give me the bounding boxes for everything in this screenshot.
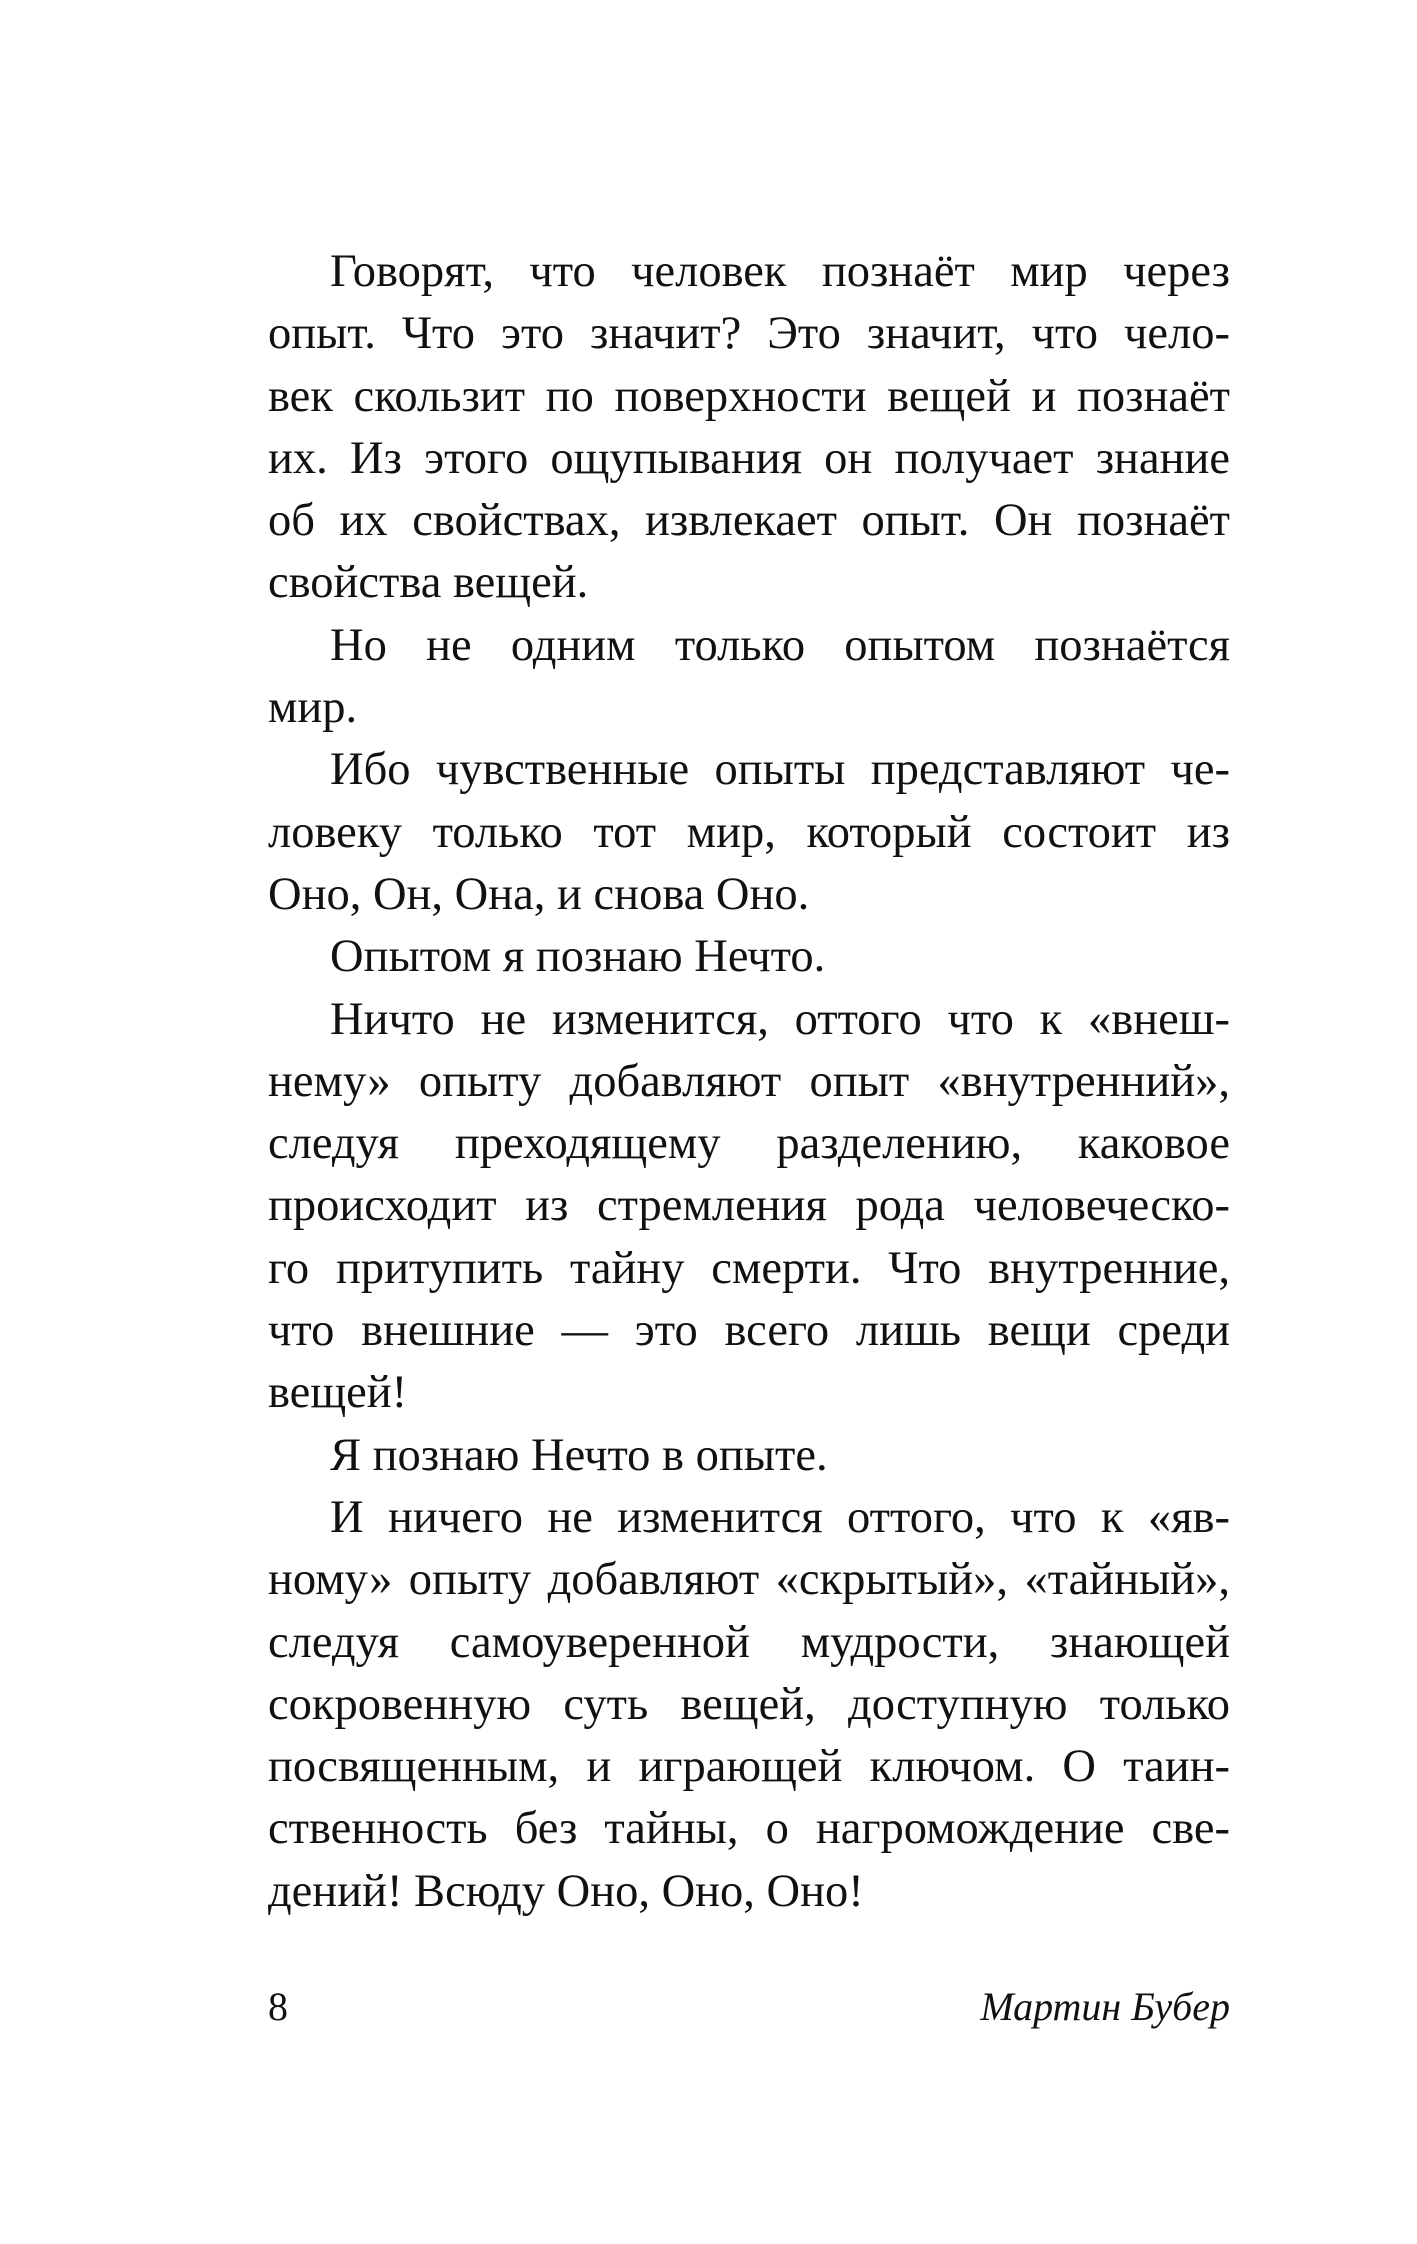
text-line: что внешние — это всего лишь вещи среди (268, 1305, 1230, 1357)
page-number: 8 (268, 1984, 288, 2029)
text-line: дений! Всюду Оно, Оно, Оно! (268, 1865, 864, 1917)
text-line: век скользит по поверхности вещей и познаёт (268, 370, 1230, 422)
text-line: Но не одним только опытом познаётся (330, 619, 1230, 671)
text-line: ственность без тайны, о нагромождение све- (268, 1803, 1230, 1855)
text-line: ловеку только тот мир, который состоит из (268, 806, 1230, 858)
running-header-author: Мартин Бубер (980, 1984, 1230, 2029)
text-line: следуя преходящему разделению, каковое (268, 1118, 1230, 1170)
text-line: И ничего не изменится оттого, что к «яв- (330, 1491, 1230, 1543)
paragraph (268, 926, 1230, 988)
text-line: мир. (268, 682, 358, 734)
text-line: Оно, Он, Она, и снова Оно. (268, 868, 810, 920)
text-line: ному» опыту добавляют «скрытый», «тайный», (268, 1554, 1230, 1606)
text-line: их. Из этого ощупывания он получает знание (268, 432, 1230, 484)
text-line: Я познаю Нечто в опыте. (330, 1429, 828, 1481)
paragraph (268, 739, 1230, 926)
text-line: свойства вещей. (268, 557, 589, 609)
text-line: сокровенную суть вещей, доступную только (268, 1678, 1230, 1730)
text-line: Ничто не изменится, оттого что к «внеш- (330, 993, 1230, 1045)
text-line: нему» опыту добавляют опыт «внутренний», (268, 1055, 1230, 1107)
text-line: го притупить тайну смерти. Что внутренние, (268, 1242, 1230, 1294)
paragraph (268, 989, 1230, 1425)
text-line: происходит из стремления рода человеческо- (268, 1180, 1230, 1232)
text-line: опыт. Что это значит? Это значит, что чело- (268, 308, 1230, 360)
paragraph (268, 1425, 1230, 1487)
paragraph (268, 241, 1230, 615)
text-line: Опытом я познаю Нечто. (330, 931, 826, 983)
text-line: Ибо чувственные опыты представляют че- (330, 744, 1230, 796)
text-line: об их свойствах, извлекает опыт. Он познаёт (268, 495, 1230, 547)
text-line: Говорят, что человек познаёт мир через (330, 246, 1230, 297)
text-line: посвященным, и играющей ключом. О таин- (268, 1741, 1230, 1793)
body-text (268, 241, 1230, 1923)
text-line: вещей! (268, 1367, 408, 1419)
text-line: следуя самоуверенной мудрости, знающей (268, 1616, 1230, 1668)
paragraph (268, 615, 1230, 740)
paragraph (268, 1487, 1230, 1923)
